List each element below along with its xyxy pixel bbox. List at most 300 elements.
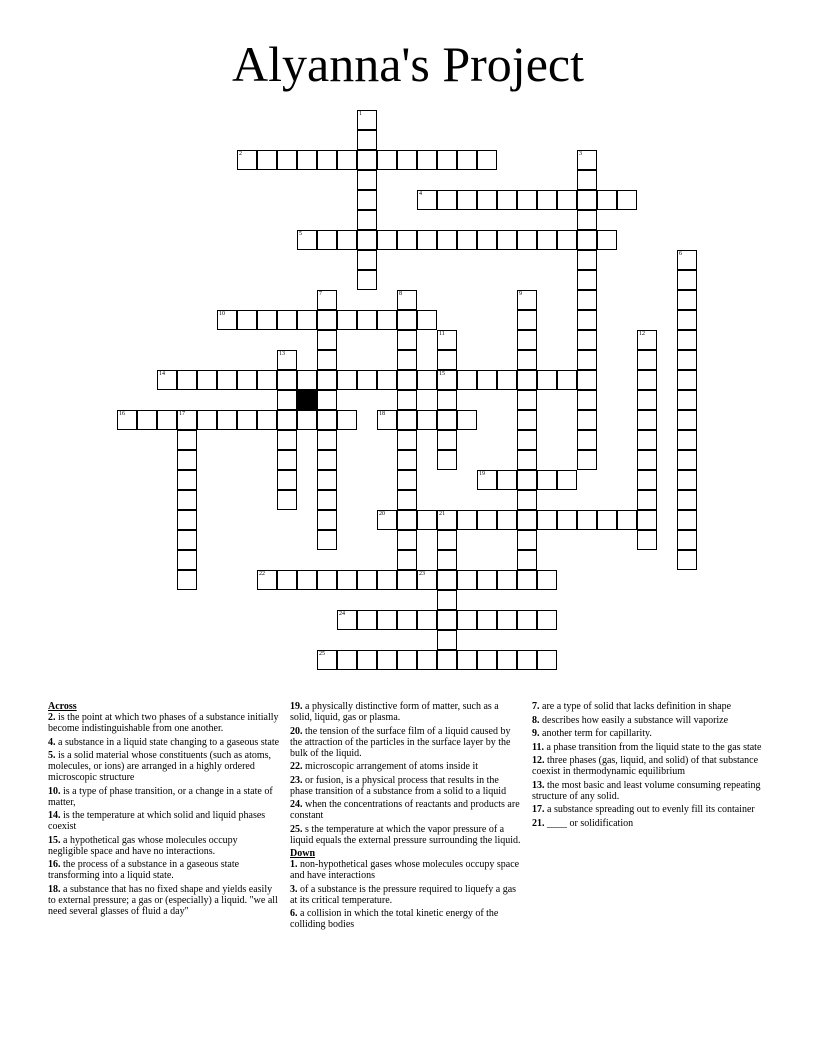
grid-cell[interactable] bbox=[277, 450, 297, 470]
grid-cell[interactable] bbox=[517, 470, 537, 490]
grid-cell[interactable] bbox=[437, 390, 457, 410]
cell-number: 7 bbox=[319, 291, 322, 297]
grid-cell[interactable] bbox=[437, 610, 457, 630]
grid-cell[interactable] bbox=[477, 230, 497, 250]
grid-cell[interactable] bbox=[397, 350, 417, 370]
grid-cell[interactable] bbox=[317, 310, 337, 330]
clue-number: 10. bbox=[48, 785, 61, 797]
grid-cell[interactable] bbox=[277, 350, 297, 370]
clue-text: s the temperature at which the vapor pressure of a liquid equals the external pressure surrounding the liquid. bbox=[290, 823, 521, 846]
grid-cell[interactable] bbox=[497, 570, 517, 590]
grid-cell[interactable] bbox=[557, 190, 577, 210]
grid-cell[interactable] bbox=[677, 450, 697, 470]
grid-cell[interactable] bbox=[677, 470, 697, 490]
cell-number: 6 bbox=[679, 251, 682, 257]
grid-cell[interactable] bbox=[477, 570, 497, 590]
across-clue bbox=[290, 799, 522, 821]
grid-cell[interactable] bbox=[517, 430, 537, 450]
grid-cell[interactable] bbox=[277, 310, 297, 330]
grid-cell[interactable] bbox=[637, 490, 657, 510]
grid-cell[interactable] bbox=[677, 550, 697, 570]
grid-cell[interactable] bbox=[277, 410, 297, 430]
grid-cell[interactable] bbox=[317, 510, 337, 530]
grid-cell[interactable] bbox=[497, 650, 517, 670]
grid-cell[interactable] bbox=[577, 210, 597, 230]
grid-cell[interactable] bbox=[337, 230, 357, 250]
grid-cell[interactable] bbox=[177, 550, 197, 570]
grid-cell[interactable] bbox=[637, 510, 657, 530]
grid-cell[interactable] bbox=[177, 530, 197, 550]
grid-cell[interactable] bbox=[397, 650, 417, 670]
grid-cell[interactable] bbox=[337, 370, 357, 390]
grid-cell[interactable] bbox=[357, 570, 377, 590]
grid-cell[interactable] bbox=[277, 390, 297, 410]
grid-cell[interactable] bbox=[437, 350, 457, 370]
grid-cell[interactable] bbox=[297, 410, 317, 430]
grid-cell[interactable] bbox=[277, 430, 297, 450]
grid-cell[interactable] bbox=[177, 470, 197, 490]
cell-number: 16 bbox=[119, 411, 125, 417]
grid-cell[interactable] bbox=[177, 370, 197, 390]
grid-cell[interactable] bbox=[637, 330, 657, 350]
grid-cell[interactable] bbox=[317, 530, 337, 550]
grid-cell[interactable] bbox=[537, 650, 557, 670]
grid-cell[interactable] bbox=[497, 230, 517, 250]
grid-cell[interactable] bbox=[557, 370, 577, 390]
grid-cell[interactable] bbox=[577, 250, 597, 270]
grid-cell[interactable] bbox=[457, 150, 477, 170]
grid-cell[interactable] bbox=[317, 470, 337, 490]
grid-cell[interactable] bbox=[277, 470, 297, 490]
grid-cell[interactable] bbox=[397, 430, 417, 450]
grid-cell[interactable] bbox=[377, 610, 397, 630]
grid-cell[interactable] bbox=[537, 610, 557, 630]
grid-cell[interactable] bbox=[637, 410, 657, 430]
grid-cell[interactable] bbox=[517, 650, 537, 670]
down-clue bbox=[532, 780, 764, 802]
clue-number: 2. bbox=[48, 712, 56, 723]
down-clue bbox=[532, 755, 764, 777]
clue-number: 4. bbox=[48, 736, 56, 748]
grid-cell[interactable] bbox=[357, 230, 377, 250]
down-heading: Down bbox=[290, 848, 316, 859]
grid-cell[interactable] bbox=[317, 370, 337, 390]
grid-cell[interactable] bbox=[677, 370, 697, 390]
grid-cell[interactable] bbox=[517, 570, 537, 590]
grid-cell[interactable] bbox=[297, 310, 317, 330]
grid-cell[interactable] bbox=[517, 230, 537, 250]
grid-cell[interactable] bbox=[457, 610, 477, 630]
grid-cell[interactable] bbox=[437, 430, 457, 450]
grid-cell[interactable] bbox=[177, 490, 197, 510]
grid-cell[interactable] bbox=[377, 230, 397, 250]
clue-number: 16. bbox=[48, 859, 61, 870]
grid-cell[interactable] bbox=[317, 410, 337, 430]
grid-cell[interactable] bbox=[317, 390, 337, 410]
grid-cell[interactable] bbox=[597, 190, 617, 210]
clue-text: the tension of the surface film of a liquid caused by the attraction of the particles in the surface layer by the bulk of the liquid. bbox=[290, 725, 511, 759]
grid-cell[interactable] bbox=[397, 290, 417, 310]
grid-cell[interactable] bbox=[397, 570, 417, 590]
grid-cell[interactable] bbox=[437, 530, 457, 550]
grid-cell[interactable] bbox=[437, 590, 457, 610]
grid-cell[interactable] bbox=[677, 290, 697, 310]
grid-cell[interactable] bbox=[677, 330, 697, 350]
grid-cell[interactable] bbox=[617, 510, 637, 530]
grid-cell[interactable] bbox=[217, 410, 237, 430]
grid-cell[interactable] bbox=[397, 510, 417, 530]
grid-cell[interactable] bbox=[117, 410, 137, 430]
grid-cell[interactable] bbox=[477, 650, 497, 670]
grid-cell[interactable] bbox=[257, 310, 277, 330]
grid-cell[interactable] bbox=[257, 150, 277, 170]
grid-cell[interactable] bbox=[357, 130, 377, 150]
grid-cell[interactable] bbox=[417, 150, 437, 170]
grid-cell[interactable] bbox=[637, 350, 657, 370]
grid-cell[interactable] bbox=[257, 370, 277, 390]
grid-cell[interactable] bbox=[277, 490, 297, 510]
down-clue bbox=[532, 728, 764, 739]
across-clue bbox=[290, 726, 522, 759]
grid-cell[interactable] bbox=[577, 290, 597, 310]
grid-cell[interactable] bbox=[357, 150, 377, 170]
grid-cell[interactable] bbox=[397, 150, 417, 170]
grid-cell[interactable] bbox=[677, 530, 697, 550]
grid-cell[interactable] bbox=[317, 650, 337, 670]
clue-number: 15. bbox=[48, 834, 61, 846]
shaded-cell bbox=[297, 390, 317, 410]
grid-cell[interactable] bbox=[357, 170, 377, 190]
cell-number: 1 bbox=[359, 111, 362, 117]
grid-cell[interactable] bbox=[437, 370, 457, 390]
grid-cell[interactable] bbox=[677, 310, 697, 330]
grid-cell[interactable] bbox=[277, 150, 297, 170]
grid-cell[interactable] bbox=[317, 430, 337, 450]
grid-cell[interactable] bbox=[437, 650, 457, 670]
grid-cell[interactable] bbox=[457, 370, 477, 390]
grid-cell[interactable] bbox=[237, 370, 257, 390]
grid-cell[interactable] bbox=[677, 410, 697, 430]
grid-cell[interactable] bbox=[357, 110, 377, 130]
grid-cell[interactable] bbox=[477, 190, 497, 210]
grid-cell[interactable] bbox=[537, 370, 557, 390]
grid-cell[interactable] bbox=[137, 410, 157, 430]
grid-cell[interactable] bbox=[317, 150, 337, 170]
across-clue bbox=[48, 750, 280, 783]
grid-cell[interactable] bbox=[377, 570, 397, 590]
grid-cell[interactable] bbox=[457, 410, 477, 430]
clue-text: a physically distinctive form of matter, such as a solid, liquid, gas or plasma. bbox=[290, 701, 499, 723]
grid-cell[interactable] bbox=[377, 510, 397, 530]
down-clue bbox=[532, 701, 764, 712]
grid-cell[interactable] bbox=[297, 150, 317, 170]
grid-cell[interactable] bbox=[397, 490, 417, 510]
grid-cell[interactable] bbox=[517, 310, 537, 330]
grid-cell[interactable] bbox=[337, 650, 357, 670]
down-clue bbox=[532, 818, 764, 829]
cell-number: 8 bbox=[399, 291, 402, 297]
across-clue bbox=[48, 810, 280, 832]
grid-cell[interactable] bbox=[337, 610, 357, 630]
clue-number: 7. bbox=[532, 701, 540, 712]
grid-cell[interactable] bbox=[317, 450, 337, 470]
grid-cell[interactable] bbox=[217, 310, 237, 330]
grid-cell[interactable] bbox=[517, 330, 537, 350]
grid-cell[interactable] bbox=[577, 410, 597, 430]
grid-cell[interactable] bbox=[577, 150, 597, 170]
grid-cell[interactable] bbox=[677, 250, 697, 270]
grid-cell[interactable] bbox=[437, 570, 457, 590]
grid-cell[interactable] bbox=[297, 230, 317, 250]
grid-cell[interactable] bbox=[577, 350, 597, 370]
grid-cell[interactable] bbox=[397, 450, 417, 470]
grid-cell[interactable] bbox=[417, 570, 437, 590]
clue-text: describes how easily a substance will vaporize bbox=[539, 714, 729, 726]
grid-cell[interactable] bbox=[237, 310, 257, 330]
grid-cell[interactable] bbox=[517, 290, 537, 310]
grid-cell[interactable] bbox=[577, 430, 597, 450]
grid-cell[interactable] bbox=[357, 650, 377, 670]
grid-cell[interactable] bbox=[597, 230, 617, 250]
clue-text: ____ or solidification bbox=[544, 817, 634, 829]
grid-cell[interactable] bbox=[457, 230, 477, 250]
cell-number: 4 bbox=[419, 191, 422, 197]
grid-cell[interactable] bbox=[177, 570, 197, 590]
grid-cell[interactable] bbox=[417, 510, 437, 530]
grid-cell[interactable] bbox=[457, 650, 477, 670]
grid-cell[interactable] bbox=[537, 470, 557, 490]
grid-cell[interactable] bbox=[397, 470, 417, 490]
grid-cell[interactable] bbox=[577, 390, 597, 410]
grid-cell[interactable] bbox=[517, 410, 537, 430]
grid-cell[interactable] bbox=[517, 530, 537, 550]
grid-cell[interactable] bbox=[337, 570, 357, 590]
grid-cell[interactable] bbox=[637, 450, 657, 470]
grid-cell[interactable] bbox=[357, 270, 377, 290]
grid-cell[interactable] bbox=[637, 390, 657, 410]
grid-cell[interactable] bbox=[377, 310, 397, 330]
grid-cell[interactable] bbox=[517, 370, 537, 390]
clue-text: a substance in a liquid state changing to a gaseous state bbox=[55, 736, 280, 748]
grid-cell[interactable] bbox=[477, 470, 497, 490]
grid-cell[interactable] bbox=[677, 390, 697, 410]
grid-cell[interactable] bbox=[517, 390, 537, 410]
grid-cell[interactable] bbox=[437, 510, 457, 530]
grid-cell[interactable] bbox=[417, 190, 437, 210]
grid-cell[interactable] bbox=[437, 190, 457, 210]
grid-cell[interactable] bbox=[577, 510, 597, 530]
cell-number: 14 bbox=[159, 371, 165, 377]
grid-cell[interactable] bbox=[577, 370, 597, 390]
clue-text: non-hypothetical gases whose molecules occupy space and have interactions bbox=[290, 859, 520, 881]
grid-cell[interactable] bbox=[517, 190, 537, 210]
grid-cell[interactable] bbox=[477, 370, 497, 390]
grid-cell[interactable] bbox=[457, 510, 477, 530]
grid-cell[interactable] bbox=[437, 150, 457, 170]
grid-cell[interactable] bbox=[197, 410, 217, 430]
puzzle-title: Alyanna's Project bbox=[232, 36, 584, 92]
grid-cell[interactable] bbox=[357, 610, 377, 630]
grid-cell[interactable] bbox=[357, 250, 377, 270]
clue-text: a substance spreading out to evenly fill its container bbox=[544, 804, 755, 815]
clue-number: 21. bbox=[532, 817, 545, 829]
grid-cell[interactable] bbox=[377, 410, 397, 430]
across-clue bbox=[290, 775, 522, 797]
grid-cell[interactable] bbox=[337, 310, 357, 330]
grid-cell[interactable] bbox=[537, 230, 557, 250]
grid-cell[interactable] bbox=[557, 510, 577, 530]
down-clue bbox=[532, 715, 764, 726]
grid-cell[interactable] bbox=[437, 450, 457, 470]
grid-cell[interactable] bbox=[577, 190, 597, 210]
clue-text: three phases (gas, liquid, and solid) of that substance coexist in thermodynamic equilibrium bbox=[532, 755, 759, 777]
grid-cell[interactable] bbox=[617, 190, 637, 210]
grid-cell[interactable] bbox=[537, 190, 557, 210]
grid-cell[interactable] bbox=[377, 150, 397, 170]
grid-cell[interactable] bbox=[397, 310, 417, 330]
cell-number: 12 bbox=[639, 331, 645, 337]
grid-cell[interactable] bbox=[317, 230, 337, 250]
grid-cell[interactable] bbox=[577, 330, 597, 350]
grid-cell[interactable] bbox=[677, 270, 697, 290]
grid-cell[interactable] bbox=[477, 610, 497, 630]
grid-cell[interactable] bbox=[417, 610, 437, 630]
grid-cell[interactable] bbox=[637, 470, 657, 490]
grid-cell[interactable] bbox=[477, 510, 497, 530]
grid-cell[interactable] bbox=[457, 190, 477, 210]
grid-cell[interactable] bbox=[257, 570, 277, 590]
grid-cell[interactable] bbox=[577, 310, 597, 330]
grid-cell[interactable] bbox=[397, 550, 417, 570]
clue-text: a phase transition from the liquid state to the gas state bbox=[543, 741, 762, 753]
grid-cell[interactable] bbox=[537, 510, 557, 530]
grid-cell[interactable] bbox=[517, 510, 537, 530]
grid-cell[interactable] bbox=[177, 450, 197, 470]
grid-cell[interactable] bbox=[637, 530, 657, 550]
grid-cell[interactable] bbox=[517, 450, 537, 470]
grid-cell[interactable] bbox=[417, 410, 437, 430]
grid-cell[interactable] bbox=[497, 510, 517, 530]
grid-cell[interactable] bbox=[197, 370, 217, 390]
clue-number: 1. bbox=[290, 859, 298, 870]
grid-cell[interactable] bbox=[537, 570, 557, 590]
grid-cell[interactable] bbox=[317, 490, 337, 510]
grid-cell[interactable] bbox=[177, 430, 197, 450]
grid-cell[interactable] bbox=[497, 610, 517, 630]
grid-cell[interactable] bbox=[357, 310, 377, 330]
grid-cell[interactable] bbox=[317, 330, 337, 350]
grid-cell[interactable] bbox=[557, 230, 577, 250]
grid-cell[interactable] bbox=[277, 570, 297, 590]
clue-number: 22. bbox=[290, 761, 303, 772]
clue-text: the process of a substance in a gaseous state transforming into a liquid state. bbox=[48, 859, 240, 881]
grid-cell[interactable] bbox=[497, 470, 517, 490]
cell-number: 19 bbox=[479, 471, 485, 477]
clue-text: a hypothetical gas whose molecules occupy negligible space and have no interactions. bbox=[48, 834, 238, 857]
grid-cell[interactable] bbox=[637, 430, 657, 450]
clue-number: 18. bbox=[48, 883, 61, 895]
clue-number: 14. bbox=[48, 810, 61, 821]
grid-cell[interactable] bbox=[157, 410, 177, 430]
clue-text: is the temperature at which solid and liquid phases coexist bbox=[48, 810, 266, 832]
grid-cell[interactable] bbox=[177, 510, 197, 530]
grid-cell[interactable] bbox=[397, 370, 417, 390]
grid-cell[interactable] bbox=[357, 190, 377, 210]
down-clue bbox=[532, 742, 764, 753]
grid-cell[interactable] bbox=[397, 330, 417, 350]
grid-cell[interactable] bbox=[497, 370, 517, 390]
clue-column-1 bbox=[48, 701, 280, 919]
grid-cell[interactable] bbox=[437, 330, 457, 350]
grid-cell[interactable] bbox=[317, 290, 337, 310]
grid-cell[interactable] bbox=[437, 550, 457, 570]
grid-cell[interactable] bbox=[517, 350, 537, 370]
grid-cell[interactable] bbox=[277, 370, 297, 390]
grid-cell[interactable] bbox=[437, 230, 457, 250]
grid-cell[interactable] bbox=[297, 370, 317, 390]
grid-cell[interactable] bbox=[397, 410, 417, 430]
grid-cell[interactable] bbox=[217, 370, 237, 390]
grid-cell[interactable] bbox=[357, 370, 377, 390]
grid-cell[interactable] bbox=[577, 450, 597, 470]
grid-cell[interactable] bbox=[317, 350, 337, 370]
grid-cell[interactable] bbox=[437, 630, 457, 650]
grid-cell[interactable] bbox=[517, 490, 537, 510]
clue-number: 5. bbox=[48, 750, 56, 761]
grid-cell[interactable] bbox=[397, 390, 417, 410]
clue-number: 6. bbox=[290, 908, 298, 919]
grid-cell[interactable] bbox=[397, 230, 417, 250]
grid-cell[interactable] bbox=[677, 490, 697, 510]
grid-cell[interactable] bbox=[677, 430, 697, 450]
clue-text: or fusion, is a physical process that results in the phase transition of a substance from a solid to a liquid bbox=[290, 774, 507, 797]
grid-cell[interactable] bbox=[517, 610, 537, 630]
grid-cell[interactable] bbox=[677, 350, 697, 370]
grid-cell[interactable] bbox=[417, 370, 437, 390]
cell-number: 25 bbox=[319, 651, 325, 657]
grid-cell[interactable] bbox=[637, 370, 657, 390]
grid-cell[interactable] bbox=[237, 410, 257, 430]
grid-cell[interactable] bbox=[237, 150, 257, 170]
grid-cell[interactable] bbox=[577, 170, 597, 190]
grid-cell[interactable] bbox=[257, 410, 277, 430]
grid-cell[interactable] bbox=[357, 210, 377, 230]
grid-cell[interactable] bbox=[297, 570, 317, 590]
grid-cell[interactable] bbox=[377, 650, 397, 670]
grid-cell[interactable] bbox=[397, 530, 417, 550]
grid-cell[interactable] bbox=[417, 650, 437, 670]
grid-cell[interactable] bbox=[417, 230, 437, 250]
grid-cell[interactable] bbox=[417, 310, 437, 330]
grid-cell[interactable] bbox=[377, 370, 397, 390]
grid-cell[interactable] bbox=[157, 370, 177, 390]
grid-cell[interactable] bbox=[337, 410, 357, 430]
grid-cell[interactable] bbox=[317, 570, 337, 590]
grid-cell[interactable] bbox=[577, 230, 597, 250]
grid-cell[interactable] bbox=[177, 410, 197, 430]
grid-cell[interactable] bbox=[477, 150, 497, 170]
grid-cell[interactable] bbox=[677, 510, 697, 530]
grid-cell[interactable] bbox=[517, 550, 537, 570]
grid-cell[interactable] bbox=[577, 270, 597, 290]
grid-cell[interactable] bbox=[437, 410, 457, 430]
grid-cell[interactable] bbox=[557, 470, 577, 490]
grid-cell[interactable] bbox=[497, 190, 517, 210]
grid-cell[interactable] bbox=[397, 610, 417, 630]
grid-cell[interactable] bbox=[337, 150, 357, 170]
grid-cell[interactable] bbox=[597, 510, 617, 530]
grid-cell[interactable] bbox=[457, 570, 477, 590]
